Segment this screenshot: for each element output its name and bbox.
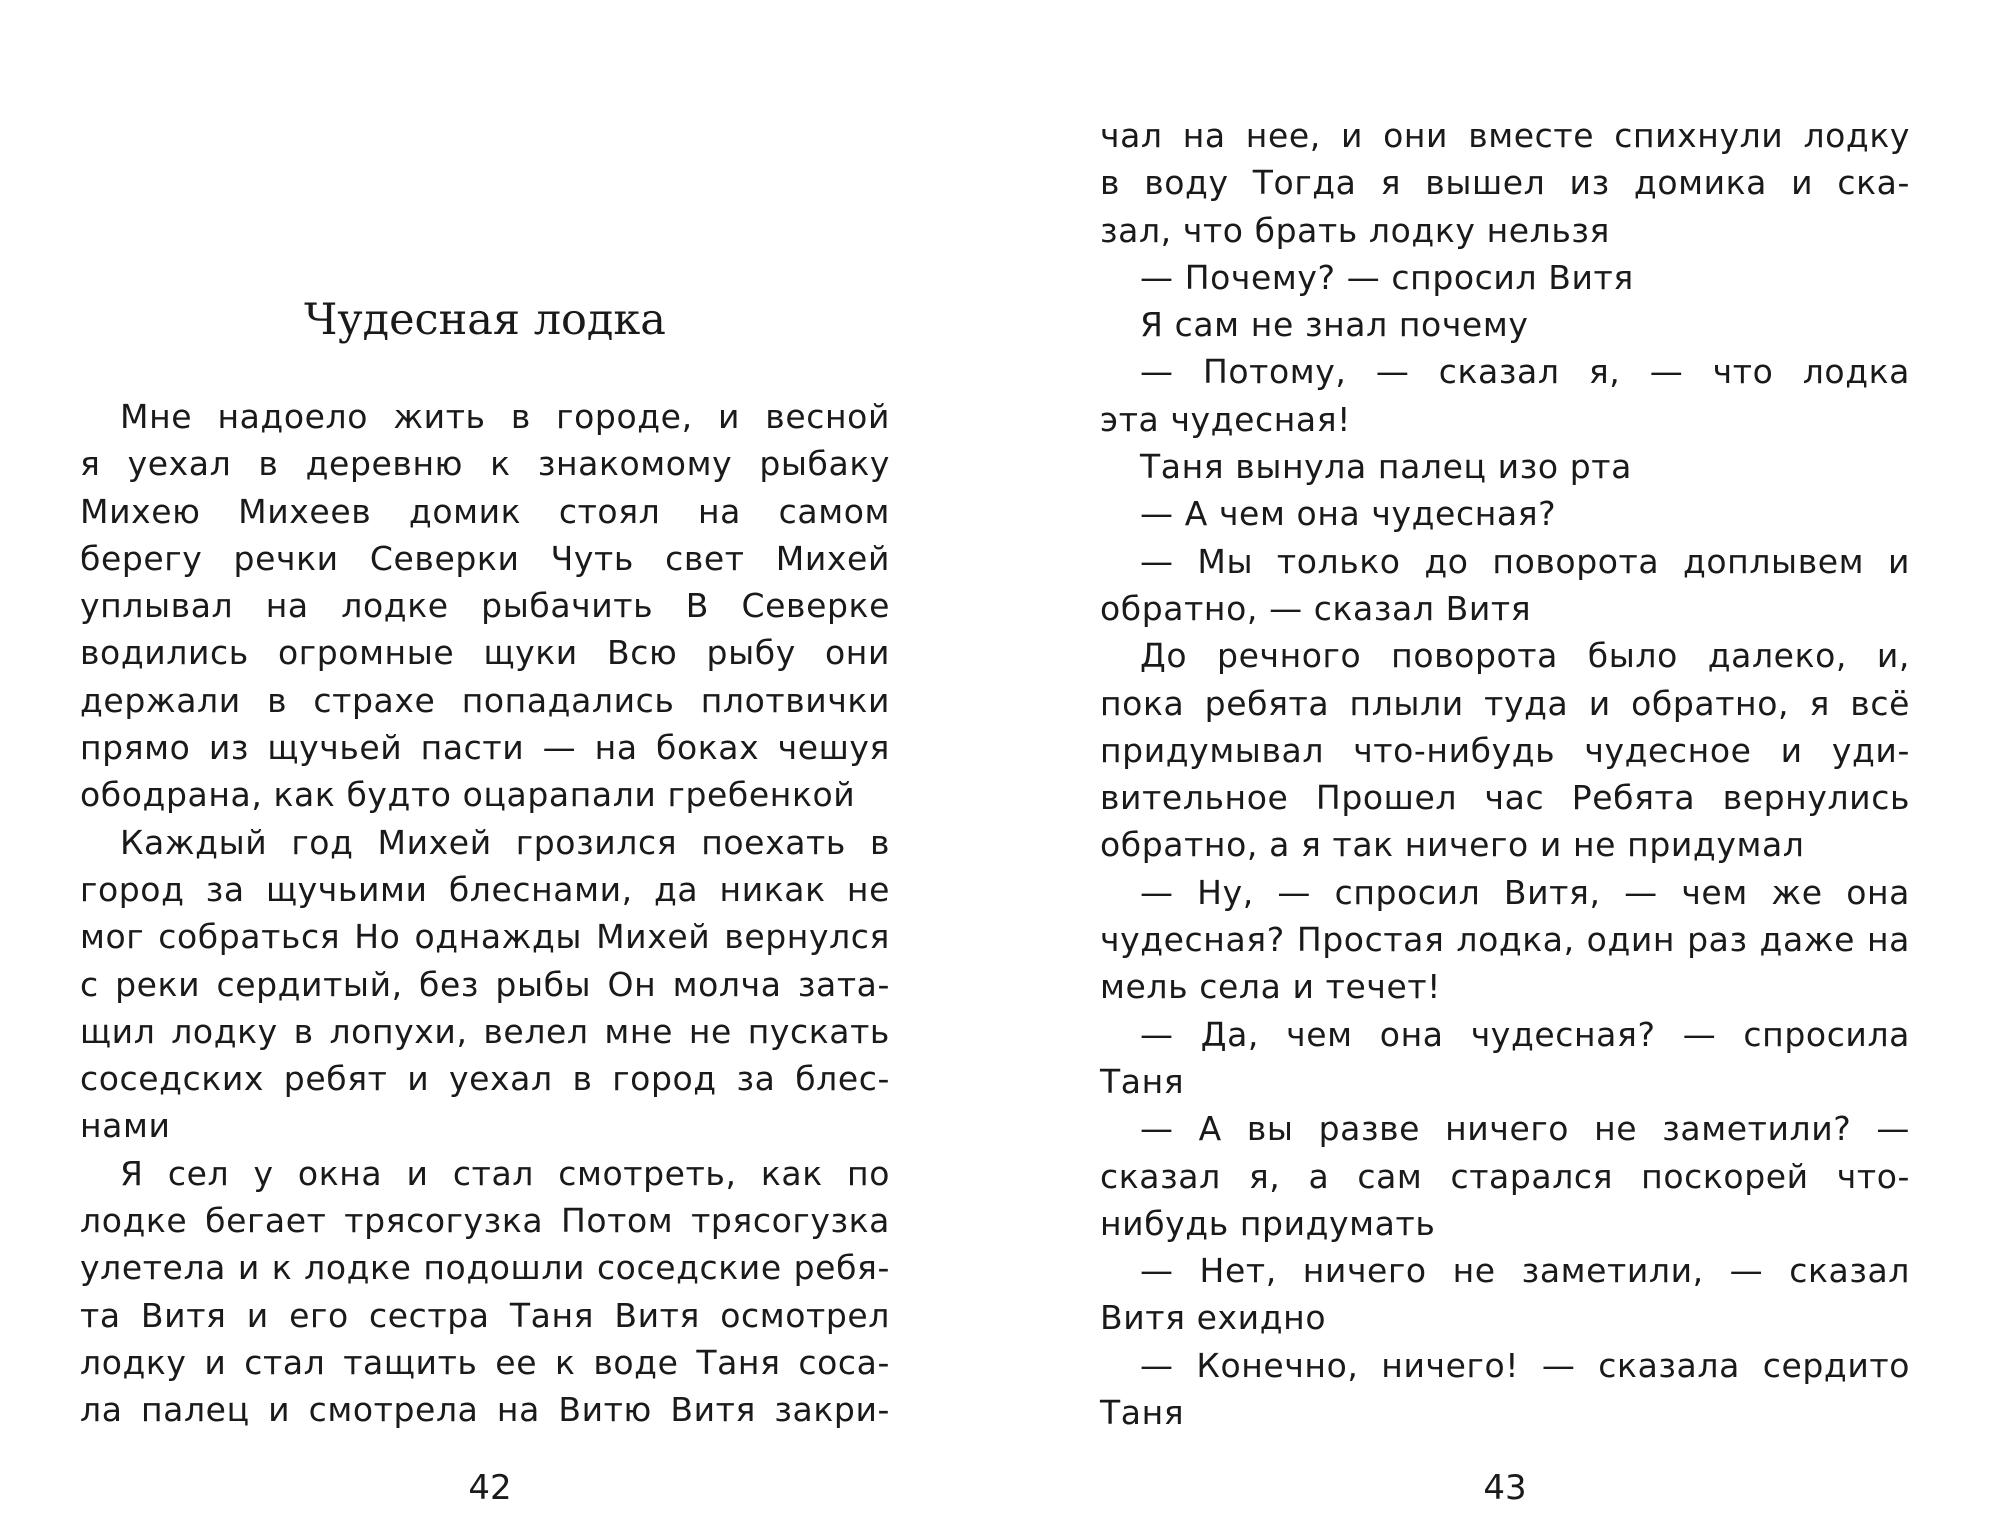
- text-line: в воду Тогда я вышел из домика и ска-: [1100, 163, 1910, 203]
- text-line: нами: [80, 1106, 171, 1146]
- text-line: зал, что брать лодку нельзя: [1100, 210, 1610, 250]
- text-line: улетела и к лодке подошли соседские ребя-: [80, 1248, 890, 1288]
- text-line: лодку и стал тащить ее к воде Таня соса-: [80, 1342, 890, 1382]
- text-line: щил лодку в лопухи, велел мне не пускать: [80, 1011, 890, 1051]
- text-line: прямо из щучьей пасти — на боках чешуя: [80, 728, 890, 768]
- text-line: я уехал в деревню к знакомому рыбаку: [80, 444, 890, 484]
- text-line: город за щучьими блеснами, да никак не: [80, 869, 890, 909]
- text-line: берегу речки Северки Чуть свет Михей: [80, 538, 890, 578]
- text-line: До речного поворота было далеко, и,: [1140, 636, 1910, 676]
- text-line: Таня: [1100, 1061, 1185, 1101]
- text-line: уплывал на лодке рыбачить В Северке: [80, 586, 890, 626]
- text-line: — Потому, — сказал я, — что лодка: [1140, 352, 1910, 392]
- text-line: — Нет, ничего не заметили, — сказал: [1140, 1251, 1910, 1291]
- text-line: — Да, чем она чудесная? — спросила: [1140, 1014, 1910, 1054]
- text-line: мель села и течет!: [1100, 967, 1441, 1007]
- text-line: водились огромные щуки Всю рыбу они: [80, 633, 890, 673]
- text-line: нибудь придумать: [1100, 1203, 1436, 1243]
- text-line: держали в страхе попадались плотвички: [80, 680, 890, 720]
- text-line: — Почему? — спросил Витя: [1140, 257, 1634, 297]
- text-line: — Мы только до поворота доплывем и: [1140, 541, 1910, 581]
- text-line: придумывал что-нибудь чудесное и уди-: [1100, 730, 1910, 770]
- text-line: Я сам не знал почему: [1140, 305, 1529, 345]
- text-line: Я сел у окна и стал смотреть, как по: [120, 1153, 890, 1193]
- text-line: соседских ребят и уехал в город за блес-: [80, 1059, 890, 1099]
- right-page-text: [1100, 112, 1910, 1436]
- text-line: Михею Михеев домик стоял на самом: [80, 491, 890, 531]
- text-line: — Ну, — спросил Витя, — чем же она: [1140, 872, 1910, 912]
- text-line: чал на нее, и они вместе спихнули лодку: [1100, 116, 1910, 155]
- text-line: Каждый год Михей грозился поехать в: [120, 822, 890, 862]
- text-line: с реки сердитый, без рыбы Он молча зата-: [80, 964, 890, 1004]
- page-number: 42: [468, 1468, 512, 1508]
- text-line: сказал я, а сам старался поскорей что-: [1100, 1156, 1910, 1196]
- text-line: та Витя и его сестра Таня Витя осмотрел: [80, 1295, 890, 1335]
- text-line: лодке бегает трясогузка Потом трясогузка: [80, 1201, 890, 1241]
- text-line: — А чем она чудесная?: [1140, 494, 1557, 534]
- text-line: обратно, а я так ничего и не придумал: [1100, 825, 1805, 865]
- page-number: 43: [1483, 1468, 1527, 1508]
- story-title: Чудесная лодка: [304, 295, 666, 345]
- text-line: Таня вынула палец изо рта: [1140, 447, 1632, 487]
- text-line: Таня: [1100, 1393, 1185, 1433]
- text-line: эта чудесная!: [1100, 399, 1352, 439]
- text-line: — А вы разве ничего не заметили? —: [1140, 1109, 1910, 1149]
- right-page: [1000, 0, 2000, 1537]
- text-line: обратно, — сказал Витя: [1100, 588, 1532, 628]
- text-line: чудесная? Простая лодка, один раз даже на: [1100, 920, 1910, 960]
- text-line: — Конечно, ничего! — сказала сердито: [1140, 1345, 1910, 1385]
- text-line: пока ребята плыли туда и обратно, я всё: [1100, 683, 1910, 723]
- text-line: вительное Прошел час Ребята вернулись: [1100, 778, 1910, 818]
- text-line: Мне надоело жить в городе, и весной: [120, 397, 890, 436]
- text-line: Витя ехидно: [1100, 1298, 1327, 1338]
- text-line: мог собраться Но однажды Михей вернулся: [80, 917, 890, 957]
- text-line: ла палец и смотрела на Витю Витя закри-: [80, 1390, 890, 1430]
- text-line: ободрана, как будто оцарапали гребенкой: [80, 775, 856, 815]
- left-page-text: [80, 393, 890, 1434]
